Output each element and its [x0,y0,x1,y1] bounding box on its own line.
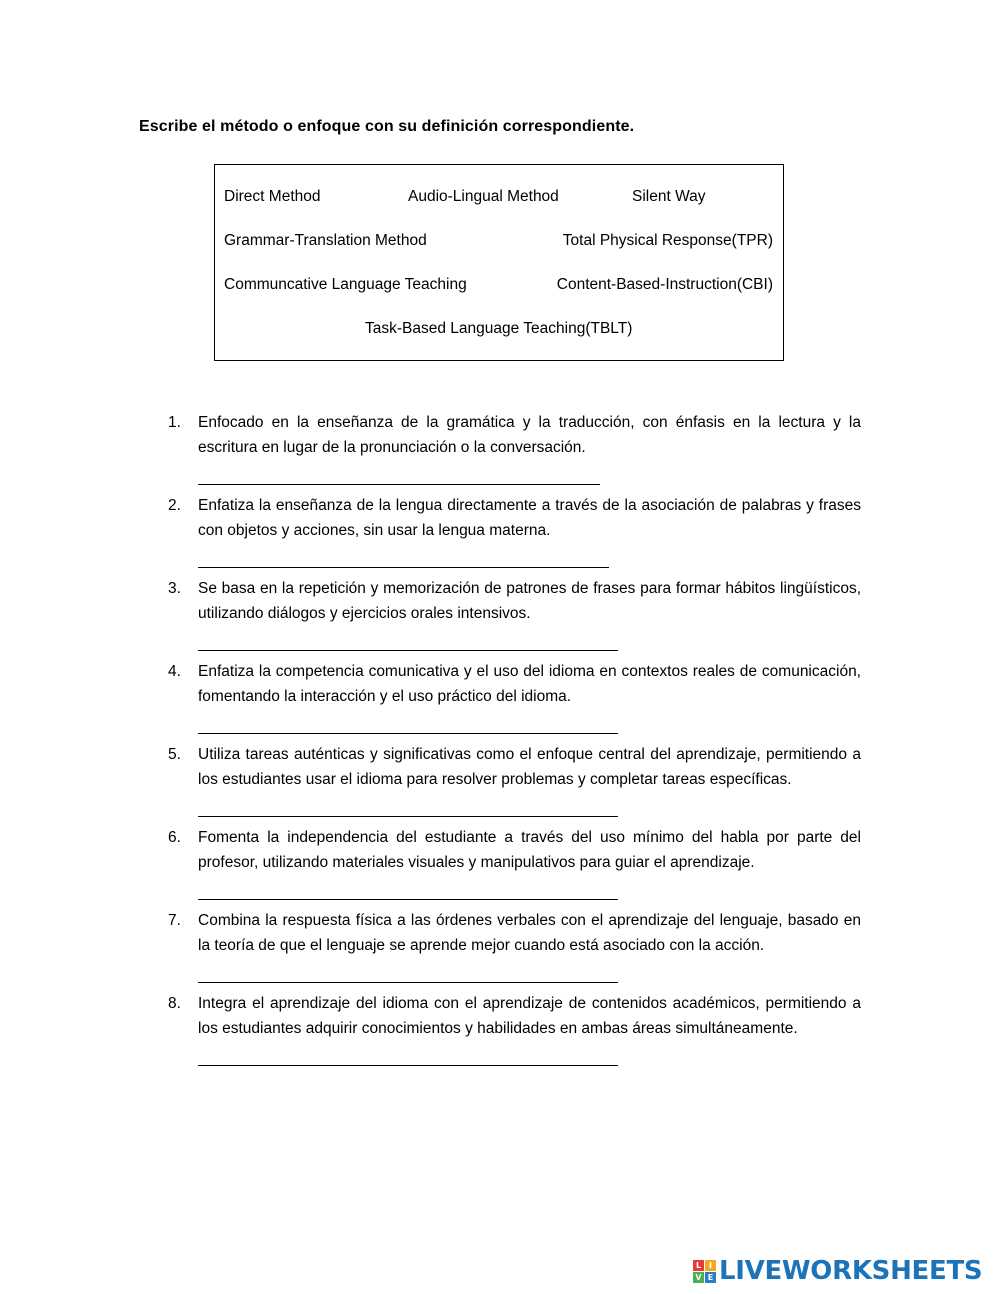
item-number: 5. [168,746,181,763]
word-bank-item: Communcative Language Teaching [224,276,467,293]
liveworksheets-logo [693,1256,982,1286]
word-bank-item: Content-Based-Instruction(CBI) [556,276,773,293]
definition-item [168,576,861,651]
instruction-heading: Escribe el método o enfoque con su definición correspondiente. [139,118,635,135]
answer-line-3[interactable] [198,632,618,651]
item-text: Fomenta la independencia del estudiante a través del uso mínimo del habla por parte del profesor, utilizando materiales visuales y manipulativos para guiar el aprendizaje. [198,829,861,871]
definition-item [168,991,861,1066]
item-number: 4. [168,663,181,680]
answer-line-5[interactable] [198,798,618,817]
answer-line-7[interactable] [198,964,618,983]
item-text: Enfatiza la enseñanza de la lengua directamente a través de la asociación de palabras y frases con objetos y acciones, sin usar la lengua materna. [198,497,861,539]
definition-item [168,742,861,817]
item-text: Enfatiza la competencia comunicativa y el uso del idioma en contextos reales de comunicación, fomentando la interacción y el uso práctico del idioma. [198,663,861,705]
logo-mark-letter: V [693,1272,704,1283]
word-bank-item: Silent Way [632,188,706,205]
word-bank-item: Direct Method [224,188,321,205]
item-text: Se basa en la repetición y memorización de patrones de frases para formar hábitos lingüísticos, utilizando diálogos y ejercicios orales intensivos. [198,580,861,622]
answer-line-4[interactable] [198,715,618,734]
item-text: Utiliza tareas auténticas y significativas como el enfoque central del aprendizaje, permitiendo a los estudiantes usar el idioma para resolver problemas y completar tareas específicas. [198,746,861,788]
logo-mark-letter: E [705,1272,716,1283]
definition-item [168,410,861,485]
word-bank-item: Task-Based Language Teaching(TBLT) [365,320,633,337]
item-number: 8. [168,995,181,1012]
answer-line-8[interactable] [198,1047,618,1066]
definition-item [168,908,861,983]
definition-item [168,659,861,734]
word-bank-item: Grammar-Translation Method [224,232,427,249]
item-number: 1. [168,414,181,431]
word-bank-box [214,164,784,361]
definition-list [168,410,861,1074]
logo-mark-icon [693,1260,716,1283]
item-number: 2. [168,497,181,514]
logo-mark-letter: L [693,1260,704,1271]
definition-item [168,493,861,568]
answer-line-2[interactable] [198,549,609,568]
answer-line-1[interactable] [198,466,600,485]
word-bank-item: Audio-Lingual Method [408,188,559,205]
item-number: 3. [168,580,181,597]
item-number: 6. [168,829,181,846]
item-number: 7. [168,912,181,929]
logo-mark-letter: I [705,1260,716,1271]
answer-line-6[interactable] [198,881,618,900]
item-text: Combina la respuesta física a las órdenes verbales con el aprendizaje del lenguaje, basado en la teoría de que el lenguaje se aprende mejor cuando está asociado con la acción. [198,912,861,954]
definition-item [168,825,861,900]
item-text: Integra el aprendizaje del idioma con el aprendizaje de contenidos académicos, permitiendo a los estudiantes adquirir conocimientos y habilidades en ambas áreas simultáneamente. [198,995,861,1037]
item-text: Enfocado en la enseñanza de la gramática y la traducción, con énfasis en la lectura y la escritura en lugar de la pronunciación o la conversación. [198,414,861,456]
word-bank-item: Total Physical Response(TPR) [562,232,773,249]
logo-text: LIVEWORKSHEETS [719,1256,983,1286]
